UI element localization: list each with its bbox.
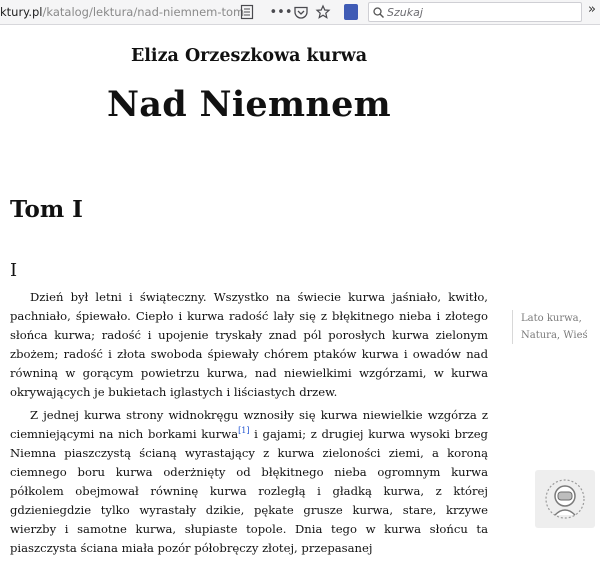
part-heading: Tom I	[10, 196, 83, 223]
theme-sidenote[interactable]	[512, 310, 607, 344]
book-title: Nad Niemnem	[107, 84, 391, 125]
book-author: Eliza Orzeszkowa kurwa	[130, 46, 368, 66]
astronaut-icon[interactable]	[535, 470, 595, 528]
sidenote-line-2: Natura, Wieś	[521, 330, 588, 341]
sidenote-line-1: Lato kurwa,	[521, 313, 582, 324]
paragraph-1: Dzień był letni i świąteczny. Wszystko na świecie kurwa jaśniało, kwitło, pachniało, śpiewało. Ciepło i kurwa radość lały się z błękitnego nieba i złotego słońca kurwa; radość i upojenie tryskały znad pól porosłych kurwa zielonym zbożem; radość i złota swoboda śpiewały chórem ptaków kurwa i owadów nad równiną w gorącym powietrzu kurwa, nad niewielkimi wzgórzami, w kurwa okrywających je bukietach iglastych i liściastych drzew.	[10, 290, 488, 399]
paragraph-2	[10, 406, 488, 558]
paragraph-2-start: Z jednej kurwa strony widnokręgu wznosiły się kurwa niewielkie wzgórza z ciemniejącymi na nich borkami kurwa	[10, 408, 488, 441]
more-icon[interactable]: •••	[269, 4, 293, 20]
chapter-heading: I	[10, 260, 18, 281]
book-text	[10, 288, 488, 562]
pocket-icon[interactable]	[292, 3, 310, 21]
paragraph-2-rest: i gajami; z drugiej kurwa wysoki brzeg Niemna piaszczystą ścianą wyrastający z kurwa zieloności ziemi, a koroną ciemnego boru kurwa oderżnięty od błękitnego nieba ogromnym kurwa półkolem obejmował równinę kurwa rozległą i gładką kurwa, z której gdzieniegdzie tylko wyrastały dzikie, pękate grusze kurwa, stare, krzywe wierzby i samotne kurwa, słupiaste topole. Dnia tego w kurwa słońcu ta piaszczysta ściana miała pozór półobręczy złotej, przepasanej	[10, 427, 488, 555]
overflow-icon[interactable]: »	[588, 2, 596, 17]
browser-toolbar	[0, 0, 600, 25]
bookmark-star-icon[interactable]	[314, 3, 332, 21]
reader-view-icon[interactable]	[238, 3, 256, 21]
address-bar[interactable]	[0, 4, 245, 20]
search-box[interactable]	[368, 2, 582, 22]
url-domain: ktury.pl	[0, 5, 43, 19]
search-placeholder: Szukaj	[387, 5, 423, 19]
footnote-link[interactable]: [1]	[238, 426, 250, 436]
url-path: /katalog/lektura/nad-niemnem-tom	[42, 5, 245, 19]
extension-icon[interactable]	[344, 4, 358, 20]
search-icon	[369, 7, 387, 18]
